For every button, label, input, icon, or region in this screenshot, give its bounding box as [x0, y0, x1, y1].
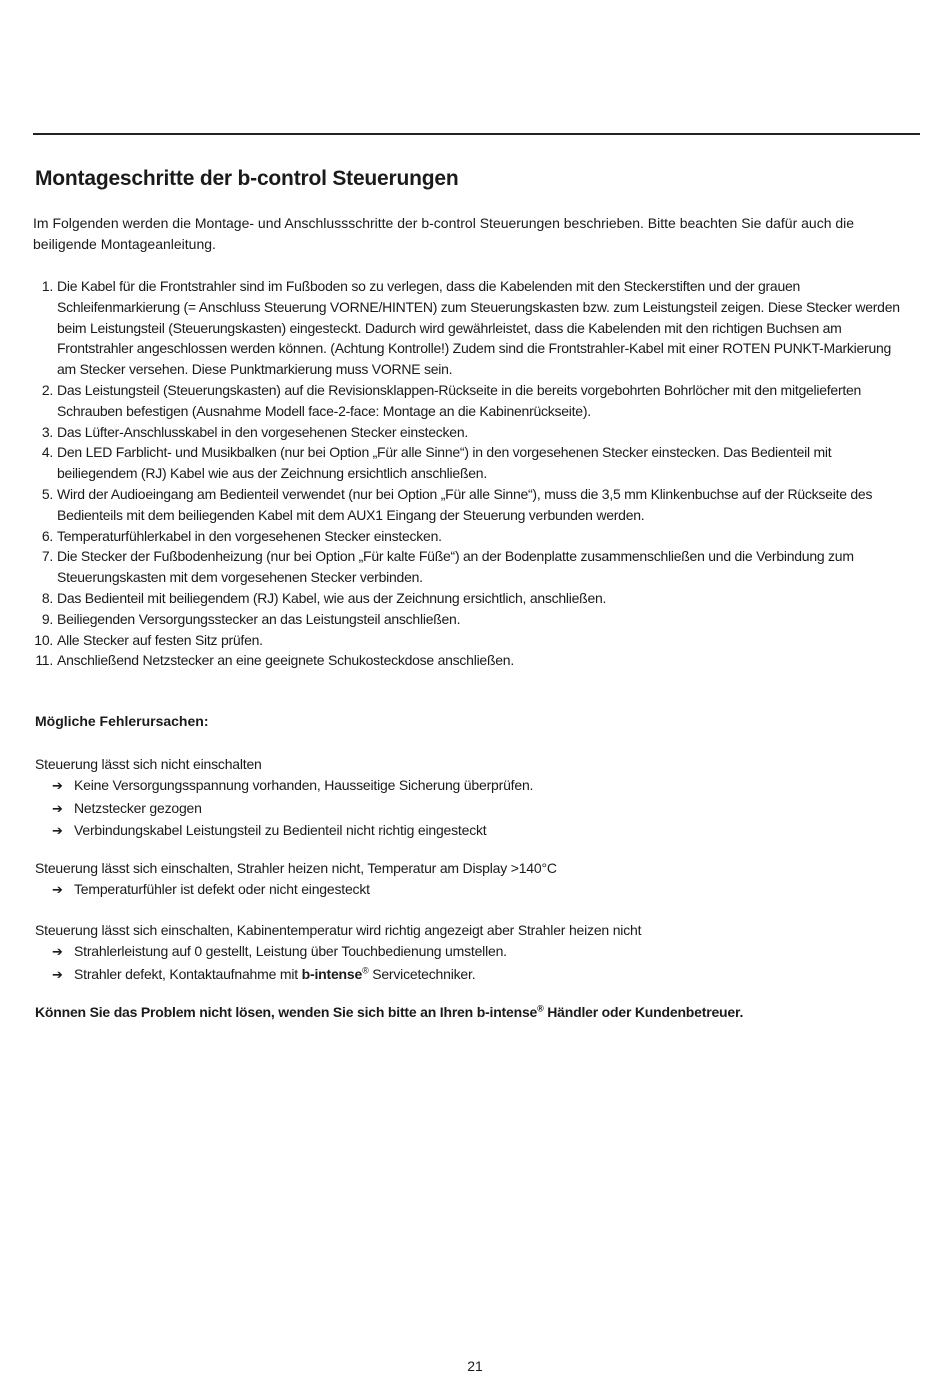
list-item	[33, 588, 908, 609]
arrow-right-icon: ➔	[52, 801, 63, 817]
step-number: 1.	[41, 278, 53, 294]
step-text: Wird der Audioeingang am Bedienteil verwendet (nur bei Option „Für alle Sinne“), muss die 3,5 mm Klinkenbuchse auf der Rückseite des Bedienteils mit dem beiliegenden Kabel mit dem AUX1 Eingang der Steuerung verbunden werden.	[57, 485, 873, 523]
step-text: Beiliegenden Versorgungsstecker an das Leistungsteil anschließen.	[57, 610, 461, 627]
step-text: Die Kabel für die Frontstrahler sind im Fußboden so zu verlegen, dass die Kabelenden mit den Steckerstiften und der grauen Schleifenmarkierung (= Anschluss Steuerung VORNE/HINTEN) zum Steuerungskasten bzw. zum Leistungsteil zeigen. Diese Stecker werden beim Leistungsteil (Steuerungskasten) eingesteckt. Dadurch wird gewährleistet, dass die Kabelenden mit den richtigen Buchsen am Frontstrahler angeschlossen werden können. (Achtung Kontrolle!) Zudem sind die Frontstrahler-Kabel mit einer ROTEN PUNKT-Markierung am Stecker versehen. Diese Punktmarkierung muss VORNE sein.	[57, 278, 900, 378]
step-number: 11.	[35, 652, 53, 669]
faults-heading: Mögliche Fehlerursachen:	[35, 713, 209, 729]
registered-mark: ®	[537, 1003, 544, 1014]
header-rule	[33, 133, 920, 135]
fault-group	[35, 858, 895, 902]
arrow-right-icon: ➔	[52, 944, 63, 960]
page-number: 21	[467, 1358, 483, 1374]
list-item	[33, 380, 908, 422]
step-text: Das Lüfter-Anschlusskabel in den vorgesehenen Stecker einstecken.	[57, 423, 468, 440]
step-text: Temperaturfühlerkabel in den vorgesehenen Stecker einstecken.	[57, 527, 442, 544]
fault-cause: ➔ Strahler defekt, Kontaktaufnahme mit b-intense® Servicetechniker.	[35, 964, 895, 987]
list-item	[33, 609, 908, 630]
step-text: Den LED Farblicht- und Musikbalken (nur bei Option „Für alle Sinne“) in den vorgesehenen Stecker einstecken. Das Bedienteil mit beiliegendem (RJ) Kabel wie aus der Zeichnung ersichtlich anschließen.	[57, 444, 832, 482]
registered-mark: ®	[362, 964, 369, 975]
fault-cause: ➔ Verbindungskabel Leistungsteil zu Bedienteil nicht richtig eingesteckt	[35, 820, 895, 843]
list-item	[33, 442, 908, 484]
step-number: 8.	[41, 589, 53, 606]
step-number: 9.	[41, 610, 53, 627]
final-note: Können Sie das Problem nicht lösen, wenden Sie sich bitte an Ihren b-intense® Händler oder Kundenbetreuer.	[35, 1003, 744, 1020]
step-number: 5.	[41, 485, 53, 502]
list-item	[33, 546, 908, 588]
list-item	[33, 484, 908, 526]
fault-cause: ➔ Keine Versorgungsspannung vorhanden, Hausseitige Sicherung überprüfen.	[35, 775, 895, 798]
step-text: Anschließend Netzstecker an eine geeignete Schukosteckdose anschließen.	[57, 652, 514, 669]
list-item	[33, 276, 908, 380]
step-text: Das Leistungsteil (Steuerungskasten) auf die Revisionsklappen-Rückseite in die bereits vorgebohrten Bohrlöcher mit den mitgelieferten Schrauben befestigen (Ausnahme Modell face-2-face: Montage an die Kabinenrückseite).	[57, 381, 862, 419]
list-item	[33, 650, 908, 671]
arrow-right-icon: ➔	[52, 967, 63, 983]
brand-name: b-intense	[301, 965, 363, 982]
step-number: 4.	[41, 444, 53, 461]
fault-symptom: Steuerung lässt sich einschalten, Strahler heizen nicht, Temperatur am Display >140°C	[35, 860, 557, 876]
arrow-right-icon: ➔	[52, 778, 63, 794]
page-title: Montageschritte der b-control Steuerungen	[35, 167, 459, 190]
step-number: 7.	[41, 548, 53, 565]
fault-group	[35, 920, 895, 986]
fault-cause: ➔ Temperaturfühler ist defekt oder nicht eingesteckt	[35, 879, 895, 902]
list-item	[33, 630, 908, 651]
list-item	[33, 526, 908, 547]
step-text: Das Bedienteil mit beiliegendem (RJ) Kabel, wie aus der Zeichnung ersichtlich, anschließen.	[57, 589, 607, 606]
step-number: 6.	[41, 527, 53, 544]
fault-cause: ➔ Netzstecker gezogen	[35, 798, 895, 821]
intro-paragraph: Im Folgenden werden die Montage- und Anschlussschritte der b-control Steuerungen beschrieben. Bitte beachten Sie dafür auch die beiligende Montageanleitung.	[33, 215, 855, 252]
step-number: 10.	[34, 631, 53, 648]
fault-group	[35, 754, 895, 843]
installation-steps-list	[33, 276, 908, 671]
arrow-right-icon: ➔	[52, 882, 63, 898]
step-text: Alle Stecker auf festen Sitz prüfen.	[57, 631, 263, 648]
step-text: Die Stecker der Fußbodenheizung (nur bei Option „Für kalte Füße“) an der Bodenplatte zusammenschließen und die Verbindung zum Steuerungskasten mit dem vorgesehenen Stecker verbinden.	[57, 548, 854, 586]
step-number: 2.	[41, 381, 53, 398]
fault-cause: ➔ Strahlerleistung auf 0 gestellt, Leistung über Touchbedienung umstellen.	[35, 941, 895, 964]
step-number: 3.	[41, 423, 53, 440]
arrow-right-icon: ➔	[52, 824, 63, 840]
list-item	[33, 422, 908, 443]
fault-symptom: Steuerung lässt sich nicht einschalten	[35, 756, 262, 772]
fault-symptom: Steuerung lässt sich einschalten, Kabinentemperatur wird richtig angezeigt aber Strahler heizen nicht	[35, 922, 642, 938]
